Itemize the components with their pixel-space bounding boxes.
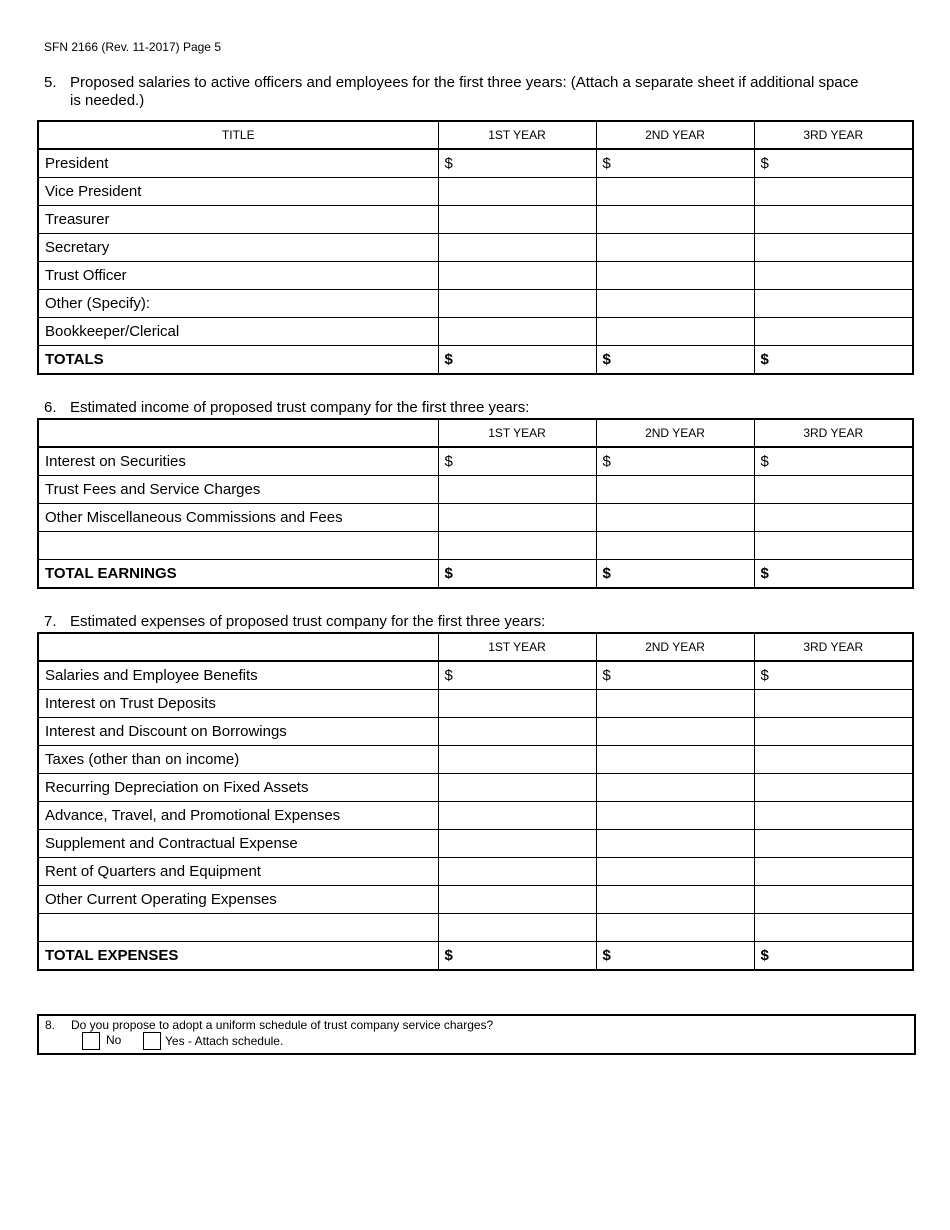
amount-cell[interactable]: $ [754, 942, 913, 971]
amount-cell[interactable] [754, 914, 913, 942]
amount-cell[interactable] [438, 774, 596, 802]
table-row [38, 234, 913, 262]
row-label: Interest on Securities [38, 447, 438, 476]
column-header: 1ST YEAR [438, 633, 596, 661]
table-row [38, 718, 913, 746]
table-row [38, 206, 913, 234]
row-label: Trust Officer [38, 262, 438, 290]
amount-cell[interactable] [438, 886, 596, 914]
row-label: Taxes (other than on income) [38, 746, 438, 774]
total-row [38, 346, 913, 375]
amount-cell[interactable] [596, 262, 754, 290]
amount-cell[interactable] [596, 178, 754, 206]
question-text: Do you propose to adopt a uniform schedule of trust company service charges? [71, 1018, 494, 1032]
income-table [37, 418, 914, 589]
page-header: SFN 2166 (Rev. 11-2017) Page 5 [44, 40, 221, 54]
row-label [38, 532, 438, 560]
amount-cell[interactable] [438, 318, 596, 346]
table-row [38, 774, 913, 802]
amount-cell[interactable] [754, 262, 913, 290]
amount-cell[interactable] [754, 830, 913, 858]
no-label: No [106, 1033, 122, 1047]
table-row [38, 262, 913, 290]
amount-cell[interactable]: $ [596, 942, 754, 971]
row-label: Vice President [38, 178, 438, 206]
row-label: TOTAL EXPENSES [38, 942, 438, 971]
table-row [38, 149, 913, 178]
amount-cell[interactable] [596, 914, 754, 942]
table-row [38, 690, 913, 718]
row-label: Other Current Operating Expenses [38, 886, 438, 914]
question-number: 8. [45, 1018, 56, 1032]
amount-cell[interactable] [754, 802, 913, 830]
table-row [38, 476, 913, 504]
table-row [38, 830, 913, 858]
question-number: 6. [44, 399, 57, 416]
amount-cell[interactable]: $ [754, 560, 913, 589]
question-6 [44, 399, 870, 417]
row-label: Other (Specify): [38, 290, 438, 318]
table-row [38, 886, 913, 914]
amount-cell[interactable] [754, 746, 913, 774]
amount-cell[interactable] [754, 886, 913, 914]
row-label: TOTALS [38, 346, 438, 375]
amount-cell[interactable]: $ [438, 661, 596, 690]
row-label [38, 914, 438, 942]
amount-cell[interactable] [596, 206, 754, 234]
amount-cell[interactable] [754, 234, 913, 262]
amount-cell[interactable] [438, 504, 596, 532]
table-row [38, 914, 913, 942]
amount-cell[interactable]: $ [438, 942, 596, 971]
amount-cell[interactable] [438, 830, 596, 858]
yes-checkbox[interactable] [143, 1032, 161, 1050]
column-header: 2ND YEAR [596, 121, 754, 149]
amount-cell[interactable]: $ [438, 447, 596, 476]
column-header: 2ND YEAR [596, 633, 754, 661]
amount-cell[interactable]: $ [754, 661, 913, 690]
row-label: Treasurer [38, 206, 438, 234]
question-8-box [37, 1014, 916, 1055]
amount-cell[interactable] [596, 318, 754, 346]
table-row [38, 858, 913, 886]
table-header-row [38, 419, 913, 447]
amount-cell[interactable] [438, 476, 596, 504]
amount-cell[interactable] [596, 886, 754, 914]
table-row [38, 447, 913, 476]
amount-cell[interactable]: $ [596, 661, 754, 690]
row-label: Salaries and Employee Benefits [38, 661, 438, 690]
column-header [38, 419, 438, 447]
amount-cell[interactable] [438, 690, 596, 718]
row-label: Trust Fees and Service Charges [38, 476, 438, 504]
row-label: Interest and Discount on Borrowings [38, 718, 438, 746]
amount-cell[interactable]: $ [438, 149, 596, 178]
column-header: 2ND YEAR [596, 419, 754, 447]
amount-cell[interactable] [438, 262, 596, 290]
table-row [38, 802, 913, 830]
question-7 [44, 613, 870, 631]
amount-cell[interactable] [438, 802, 596, 830]
amount-cell[interactable] [438, 234, 596, 262]
amount-cell[interactable]: $ [596, 149, 754, 178]
amount-cell[interactable]: $ [754, 149, 913, 178]
column-header [38, 633, 438, 661]
amount-cell[interactable] [754, 504, 913, 532]
question-number: 5. [44, 74, 57, 91]
table-row [38, 746, 913, 774]
question-text: Estimated income of proposed trust company for the first three years: [70, 399, 530, 416]
amount-cell[interactable] [754, 718, 913, 746]
amount-cell[interactable]: $ [438, 560, 596, 589]
column-header: TITLE [38, 121, 438, 149]
amount-cell[interactable]: $ [438, 346, 596, 375]
amount-cell[interactable] [438, 718, 596, 746]
total-row [38, 942, 913, 971]
amount-cell[interactable] [596, 234, 754, 262]
table-row [38, 532, 913, 560]
amount-cell[interactable] [596, 718, 754, 746]
amount-cell[interactable] [596, 746, 754, 774]
amount-cell[interactable] [438, 290, 596, 318]
amount-cell[interactable] [438, 914, 596, 942]
amount-cell[interactable] [754, 206, 913, 234]
question-5 [44, 74, 870, 110]
amount-cell[interactable] [754, 532, 913, 560]
amount-cell[interactable] [754, 476, 913, 504]
amount-cell[interactable] [438, 858, 596, 886]
row-label: Bookkeeper/Clerical [38, 318, 438, 346]
amount-cell[interactable] [754, 290, 913, 318]
question-text: Proposed salaries to active officers and employees for the first three years: (Attach a separate sheet if additional space is needed.) [70, 74, 859, 109]
amount-cell[interactable] [596, 690, 754, 718]
amount-cell[interactable] [596, 802, 754, 830]
row-label: Supplement and Contractual Expense [38, 830, 438, 858]
amount-cell[interactable] [596, 290, 754, 318]
table-row [38, 290, 913, 318]
amount-cell[interactable]: $ [754, 447, 913, 476]
table-header-row [38, 121, 913, 149]
amount-cell[interactable] [596, 858, 754, 886]
table-row [38, 661, 913, 690]
table-header-row [38, 633, 913, 661]
amount-cell[interactable] [438, 206, 596, 234]
column-header: 3RD YEAR [754, 633, 913, 661]
row-label: President [38, 149, 438, 178]
amount-cell[interactable]: $ [596, 346, 754, 375]
amount-cell[interactable] [754, 178, 913, 206]
table-row [38, 504, 913, 532]
column-header: 3RD YEAR [754, 419, 913, 447]
amount-cell[interactable]: $ [754, 346, 913, 375]
amount-cell[interactable] [754, 690, 913, 718]
amount-cell[interactable] [438, 178, 596, 206]
row-label: Advance, Travel, and Promotional Expenses [38, 802, 438, 830]
amount-cell[interactable] [438, 532, 596, 560]
amount-cell[interactable]: $ [596, 560, 754, 589]
column-header: 3RD YEAR [754, 121, 913, 149]
row-label: Other Miscellaneous Commissions and Fees [38, 504, 438, 532]
row-label: Interest on Trust Deposits [38, 690, 438, 718]
amount-cell[interactable] [596, 774, 754, 802]
question-text: Estimated expenses of proposed trust company for the first three years: [70, 613, 546, 630]
expenses-table [37, 632, 914, 971]
amount-cell[interactable] [438, 746, 596, 774]
no-checkbox[interactable] [82, 1032, 100, 1050]
amount-cell[interactable] [596, 504, 754, 532]
salaries-table [37, 120, 914, 375]
yes-label: Yes - Attach schedule. [165, 1034, 284, 1048]
row-label: Recurring Depreciation on Fixed Assets [38, 774, 438, 802]
column-header: 1ST YEAR [438, 121, 596, 149]
total-row [38, 560, 913, 589]
amount-cell[interactable]: $ [596, 447, 754, 476]
table-row [38, 318, 913, 346]
amount-cell[interactable] [754, 318, 913, 346]
row-label: TOTAL EARNINGS [38, 560, 438, 589]
column-header: 1ST YEAR [438, 419, 596, 447]
question-number: 7. [44, 613, 57, 630]
amount-cell[interactable] [596, 476, 754, 504]
row-label: Rent of Quarters and Equipment [38, 858, 438, 886]
amount-cell[interactable] [754, 774, 913, 802]
amount-cell[interactable] [596, 830, 754, 858]
table-row [38, 178, 913, 206]
amount-cell[interactable] [596, 532, 754, 560]
amount-cell[interactable] [754, 858, 913, 886]
row-label: Secretary [38, 234, 438, 262]
